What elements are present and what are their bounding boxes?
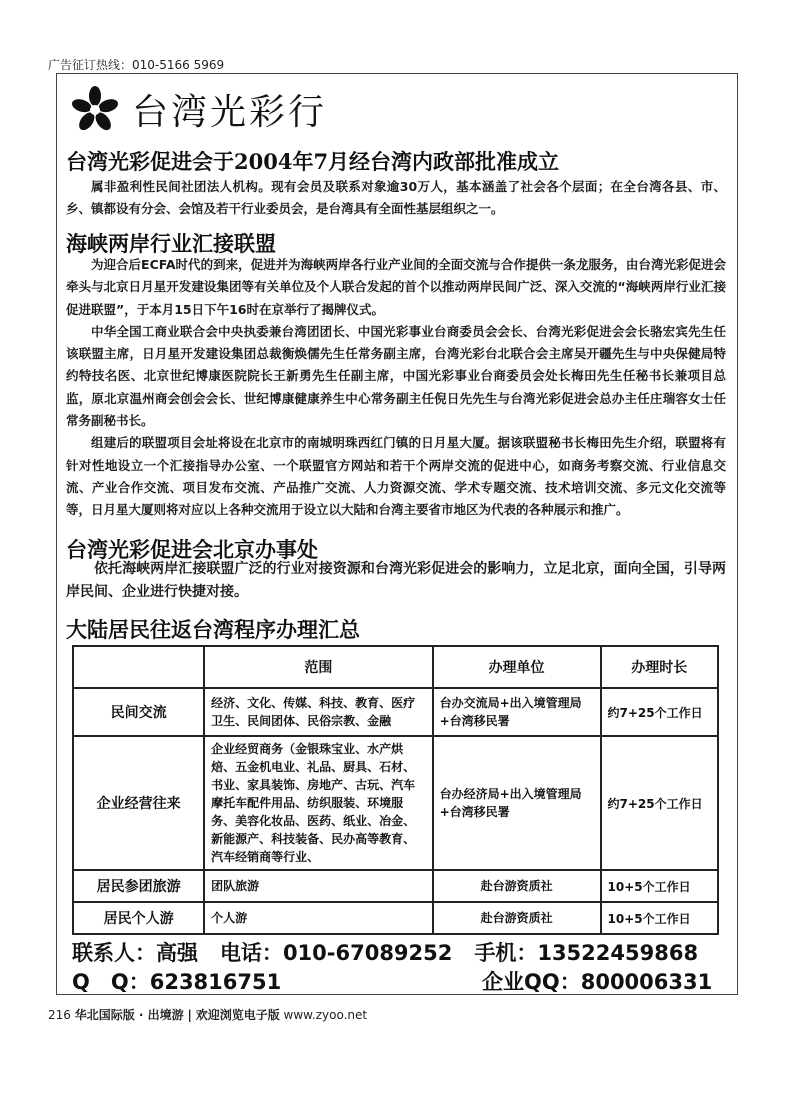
table-header-cell: [73, 646, 204, 688]
section2-title: 海峡两岸行业汇接联盟: [66, 231, 276, 256]
table-cell-unit: 台办经济局+出入境管理局+台湾移民署: [433, 736, 601, 870]
procedure-table: [72, 645, 719, 935]
contact-person: 高强: [156, 941, 198, 965]
table-cell-duration: 10+5个工作日: [601, 870, 718, 902]
corp-qq-number: 800006331: [580, 970, 713, 994]
table-header-cell: 办理时长: [601, 646, 718, 688]
publication-name: 华北国际版 · 出境游: [74, 1008, 184, 1022]
section2-paragraph-1: 为迎合后ECFA时代的到来，促进并为海峡两岸各行业产业间的全面交流与合作提供一条龙服务，由台湾光彩促进会牵头与北京日月星开发建设集团等有关单位及个人联合发起的首个以推动两岸民间广泛、深入交流的“海峡两岸行业汇接促进联盟”，于本月15日下午16时在京举行了揭牌仪式。: [66, 257, 726, 317]
table-cell-type: 民间交流: [73, 688, 204, 736]
footer-slogan: 欢迎浏览电子版: [195, 1008, 280, 1022]
table-cell-type: 居民参团旅游: [73, 870, 204, 902]
corp-qq-label: 企业QQ：: [482, 970, 581, 994]
section2-paragraph-3: 组建后的联盟项目会址将设在北京市的南城明珠西红门镇的日月星大厦。据该联盟秘书长梅田先生介绍，联盟将有针对性地设立一个汇接指导办公室、一个联盟官方网站和若干个两岸交流的促进中心，如商务考察交流、行业信息交流、产业合作交流、项目发布交流、产品推广交流、人力资源交流、学术专题交流、技术培训交流、多元文化交流等等，日月星大厦则将对应以上各种交流用于设立以大陆和台湾主要省市地区为代表的各种展示和推广。: [66, 435, 726, 518]
table-row: [73, 902, 718, 934]
table-header-cell: 办理单位: [433, 646, 601, 688]
section1-title: 台湾光彩促进会于2004年7月经台湾内政部批准成立: [66, 149, 560, 174]
website-link[interactable]: www.zyoo.net: [283, 1008, 368, 1022]
section2-body: [66, 254, 726, 522]
table-cell-scope: 企业经贸商务（金银珠宝业、水产烘焙、五金机电业、礼品、厨具、石材、书业、家具装饰、房地产、古玩、汽车摩托车配件用品、纺织服装、环境服务、美容化妆品、医药、纸业、冶金、新能源产、科技装备、民办高等教育、汽车经销商等行业、: [204, 736, 432, 870]
table-cell-scope: 个人游: [204, 902, 432, 934]
contact-line-1: [72, 937, 698, 967]
table-cell-unit: 赴台游资质社: [433, 902, 601, 934]
phone-number: 010-67089252: [282, 941, 453, 965]
table-cell-duration: 10+5个工作日: [601, 902, 718, 934]
table-cell-scope: 团队旅游: [204, 870, 432, 902]
section3-body: [66, 558, 726, 604]
table-header-row: [73, 646, 718, 688]
qq-number: 623816751: [149, 970, 282, 994]
section1-paragraph: 属非盈利性民间社团法人机构。现有会员及联系对象逾30万人，基本涵盖了社会各个层面；在全台湾各县、市、乡、镇都设有分会、会馆及若干行业委员会，是台湾具有全面性基层组织之一。: [66, 179, 726, 217]
mobile-label: 手机：: [474, 941, 538, 965]
qq-label: Q Q：: [72, 970, 150, 994]
table-cell-scope: 经济、文化、传媒、科技、教育、医疗卫生、民间团体、民俗宗教、金融: [204, 688, 432, 736]
table-cell-duration: 约7+25个工作日: [601, 736, 718, 870]
brand-logo: [66, 84, 327, 134]
contact-line-2-right: [482, 966, 712, 996]
section2-paragraph-2: 中华全国工商业联合会中央执委兼台湾团团长、中国光彩事业台商委员会会长、台湾光彩促进会会长骆宏宾先生任该联盟主席，日月星开发建设集团总裁衡焕儒先生任常务副主席，台湾光彩台北联合会主席吴开疆先生与中央保健局特约特技名医、北京世纪博康医院院长王新勇先生任副主席，中国光彩事业台商委员会处长梅田先生任秘书长兼项目总监，原北京温州商会创会会长、世纪博康健康养生中心常务副主任倪日先先生与台湾光彩促进会总办主任庄瑞容女士任常务副秘书长。: [66, 323, 726, 429]
contact-person-label: 联系人：: [72, 941, 156, 965]
page-number: 216: [48, 1008, 71, 1022]
table-header-cell: 范围: [204, 646, 432, 688]
table-cell-unit: 赴台游资质社: [433, 870, 601, 902]
section3-paragraph: 依托海峡两岸汇接联盟广泛的行业对接资源和台湾光彩促进会的影响力，立足北京，面向全国，引导两岸民间、企业进行快捷对接。: [66, 561, 726, 600]
table-cell-duration: 约7+25个工作日: [601, 688, 718, 736]
table-row: [73, 736, 718, 870]
footer-separator: |: [187, 1008, 192, 1022]
contact-line-2: [72, 966, 281, 996]
brand-name: 台湾光彩行: [132, 91, 328, 133]
table-cell-unit: 台办交流局+出入境管理局+台湾移民署: [433, 688, 601, 736]
phone-label: 电话：: [219, 941, 283, 965]
mobile-number: 13522459868: [537, 941, 699, 965]
ad-hotline: 广告征订热线：010-5166 5969: [48, 58, 225, 72]
section3-title: 台湾光彩促进会北京办事处: [66, 537, 318, 562]
table-row: [73, 870, 718, 902]
page-footer: [48, 1006, 367, 1023]
section4-title: 大陆居民往返台湾程序办理汇总: [66, 617, 360, 642]
section1-body: [66, 176, 726, 221]
flower-logo-icon: [66, 86, 124, 132]
table-cell-type: 企业经营往来: [73, 736, 204, 870]
table-cell-type: 居民个人游: [73, 902, 204, 934]
table-row: [73, 688, 718, 736]
